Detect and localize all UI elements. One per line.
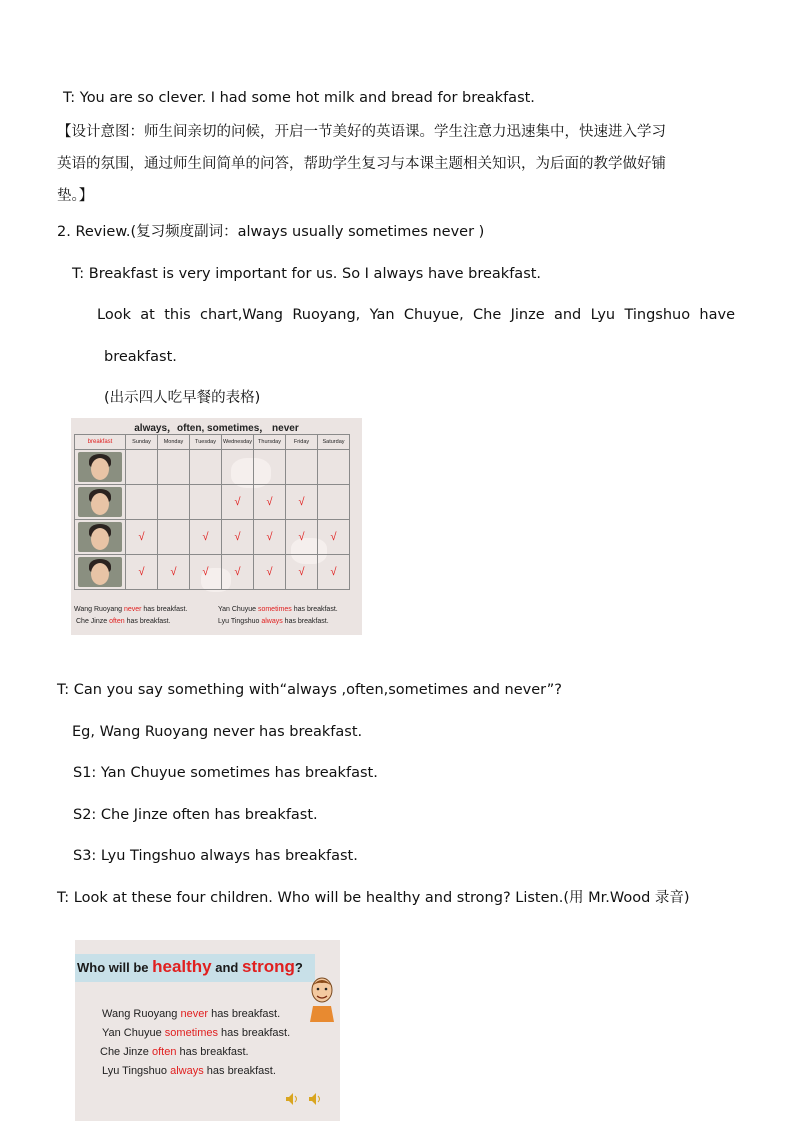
child-photo-cell (75, 485, 126, 520)
sentence-yan: Yan Chuyue sometimes has breakfast. (102, 1027, 291, 1039)
child-row (75, 555, 350, 590)
child-row (75, 520, 350, 555)
day-cell (254, 520, 286, 555)
child-row (75, 485, 350, 520)
teacher-listen-line: T: Look at these four children. Who will be healthy and strong? Listen.(用 Mr.Wood 录音) (57, 890, 690, 906)
word: at (140, 307, 155, 323)
day-cell (222, 485, 254, 520)
tick-mark: √ (298, 566, 305, 578)
day-cell (190, 450, 222, 485)
day-cell (318, 520, 350, 555)
child-photo (78, 557, 122, 587)
tick-mark: √ (234, 566, 241, 578)
child-photo (78, 522, 122, 552)
day-cell (286, 555, 318, 590)
child-photo-cell (75, 555, 126, 590)
day-cell (254, 555, 286, 590)
day-cell (126, 520, 158, 555)
day-cell (190, 555, 222, 590)
day-header: Saturday (318, 435, 350, 450)
day-header: Wednesday (222, 435, 254, 450)
day-cell (286, 520, 318, 555)
child-photo-cell (75, 520, 126, 555)
example-line: Eg, Wang Ruoyang never has breakfast. (72, 724, 363, 740)
caption-lyu: Lyu Tingshuo always has breakfast. (218, 618, 329, 625)
child-row (75, 450, 350, 485)
word: Lyu (590, 307, 616, 323)
show-table-note: (出示四人吃早餐的表格) (104, 390, 261, 406)
word: Chuyue, (403, 307, 464, 323)
tick-mark: √ (266, 496, 273, 508)
student3-line: S3: Lyu Tingshuo always has breakfast. (73, 848, 358, 864)
teacher-line-clever: T: You are so clever. I had some hot milk and bread for breakfast. (63, 90, 535, 106)
speaker-icon[interactable] (308, 1092, 322, 1106)
day-cell (318, 450, 350, 485)
breakfast-frequency-table (74, 434, 350, 590)
tick-mark: √ (138, 531, 145, 543)
word: Tingshuo (624, 307, 691, 323)
child-photo (78, 487, 122, 517)
design-intent-line: 英语的氛围，通过师生间简单的问答，帮助学生复习与本课主题相关知识，为后面的教学做好铺 (57, 156, 666, 172)
tick-mark: √ (298, 496, 305, 508)
day-cell (286, 450, 318, 485)
tick-mark: √ (202, 566, 209, 578)
day-header: Monday (158, 435, 190, 450)
word: and (553, 307, 582, 323)
day-cell (126, 485, 158, 520)
tick-mark: √ (266, 531, 273, 543)
mr-wood-cartoon (307, 976, 337, 1022)
healthy-strong-slide (75, 940, 340, 1121)
breakfast-corner-label: breakfast (75, 435, 126, 450)
tick-mark: √ (234, 496, 241, 508)
word: this (164, 307, 191, 323)
day-cell (318, 485, 350, 520)
day-cell (222, 555, 254, 590)
student1-line: S1: Yan Chuyue sometimes has breakfast. (73, 765, 378, 781)
day-cell (190, 485, 222, 520)
tick-mark: √ (234, 531, 241, 543)
word: Ruoyang, (292, 307, 361, 323)
review-heading: 2. Review.(复习频度副词：always usually sometimes never ) (57, 224, 485, 240)
caption-wang: Wang Ruoyang never has breakfast. (74, 606, 188, 613)
day-cell (254, 450, 286, 485)
word: chart,Wang (200, 307, 283, 323)
tick-mark: √ (298, 531, 305, 543)
caption-yan: Yan Chuyue sometimes has breakfast. (218, 606, 338, 613)
tick-mark: √ (170, 566, 177, 578)
day-header: Tuesday (190, 435, 222, 450)
day-header: Sunday (126, 435, 158, 450)
table-header-row (75, 435, 350, 450)
day-cell (286, 485, 318, 520)
sentence-che: Che Jinze often has breakfast. (100, 1046, 249, 1058)
design-intent-line: 垫。】 (57, 188, 94, 204)
design-intent-paragraph (57, 116, 741, 212)
word: Yan (369, 307, 395, 323)
design-intent-line: 【设计意图：师生间亲切的问候，开启一节美好的英语课。学生注意力迅速集中，快速进入学习 (57, 124, 666, 140)
day-cell (158, 450, 190, 485)
speaker-icon[interactable] (285, 1092, 299, 1106)
word: Che (473, 307, 502, 323)
teacher-question-line: T: Can you say something with“always ,often,sometimes and never”? (57, 682, 562, 698)
tick-mark: √ (202, 531, 209, 543)
day-cell (318, 555, 350, 590)
child-photo-cell (75, 450, 126, 485)
day-cell (126, 450, 158, 485)
look-at-chart-line-2: breakfast. (104, 349, 177, 365)
word: have (699, 307, 735, 323)
day-cell (158, 555, 190, 590)
day-cell (222, 520, 254, 555)
tick-mark: √ (266, 566, 273, 578)
day-cell (158, 485, 190, 520)
word: Jinze (510, 307, 545, 323)
child-photo (78, 452, 122, 482)
day-header: Friday (286, 435, 318, 450)
tick-mark: √ (330, 531, 337, 543)
day-cell (190, 520, 222, 555)
student2-line: S2: Che Jinze often has breakfast. (73, 807, 318, 823)
sentence-lyu: Lyu Tingshuo always has breakfast. (102, 1065, 276, 1077)
tick-mark: √ (330, 566, 337, 578)
slide-title: Who will be healthy and strong? (77, 957, 303, 976)
day-header: Thursday (254, 435, 286, 450)
day-cell (222, 450, 254, 485)
day-cell (158, 520, 190, 555)
look-at-chart-line (97, 305, 735, 325)
teacher-line-breakfast: T: Breakfast is very important for us. So I always have breakfast. (72, 266, 542, 282)
day-cell (126, 555, 158, 590)
word: Look (97, 307, 131, 323)
frequency-chart-slide (71, 418, 362, 635)
sentence-wang: Wang Ruoyang never has breakfast. (102, 1008, 281, 1020)
caption-che: Che Jinze often has breakfast. (76, 618, 171, 625)
tick-mark: √ (138, 566, 145, 578)
chart-title: always，often, sometimes， never (134, 423, 299, 434)
day-cell (254, 485, 286, 520)
